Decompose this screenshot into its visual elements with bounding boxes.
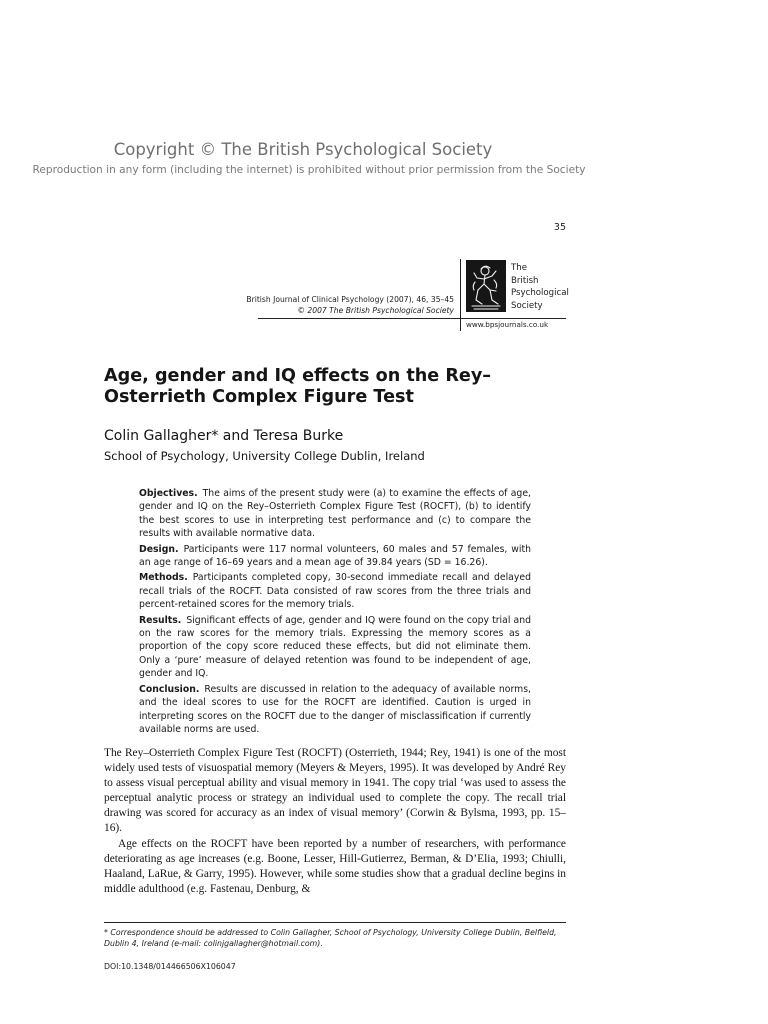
abstract [139,487,531,738]
society-name [511,262,569,312]
abstract-text: The aims of the present study were (a) to examine the effects of age, gender and IQ on the Rey–Osterrieth Complex Figure Test (ROCFT), (b) to identify the best scores to use in interpreting test performance and (c) to compare the results with available normative data. [139,488,531,540]
body-paragraph: Age effects on the ROCFT have been reported by a number of researchers, with performance deteriorating as age increases (e.g. Boone, Lesser, Hill-Gutierrez, Berman, & D’Elia, 1993; Chiulli, Haaland, LaRue, & Garry, 1995). However, while some studies show that a gradual decline begins in middle adulthood (e.g. Fastenau, Denburg, & [104,837,566,895]
footnote-rule [104,922,566,923]
abstract-objectives [139,487,531,541]
abstract-heading: Conclusion. [139,683,200,695]
abstract-heading: Methods. [139,572,188,584]
journal-citation-block [210,294,454,316]
journal-url: www.bpsjournals.co.uk [466,320,549,329]
abstract-methods [139,571,531,611]
society-logo-icon [466,260,506,312]
logo-divider [460,259,461,331]
doi: DOI:10.1348/014466506X106047 [104,962,236,971]
body-paragraph: The Rey–Osterrieth Complex Figure Test (ROCFT) (Osterrieth, 1944; Rey, 1941) is one of the most widely used tests of visuospatial memory (Meyers & Meyers, 1995). It was developed by André Rey to assess visual perceptual ability and visual memory in 1941. The copy trial ‘was used to assess the perceptual analytic process or strategy an individual used to complete the copy. The recall trial drawing was scored for accuracy as an index of visual memory’ (Corwin & Bylsma, 1993, pp. 15–16). [104,747,566,835]
abstract-text: Participants completed copy, 30-second immediate recall and delayed recall trials of the ROCFT. Data consisted of raw scores from the three trials and percent-retained scores for the memory trials. [139,572,531,611]
journal-copyright: © 2007 The British Psychological Society [297,306,454,315]
abstract-heading: Design. [139,543,179,555]
page-number: 35 [553,222,566,233]
society-name-line: Psychological [511,288,569,298]
society-name-line: British [511,275,539,286]
society-name-line: The [511,263,527,273]
abstract-text: Results are discussed in relation to the adequacy of available norms, and the ideal scores to use for the ROCFT are identified. Caution is urged in interpreting scores on the ROCFT due to the danger of misclassification if currently available norms are used. [139,683,531,735]
copyright-notice: Reproduction in any form (including the internet) is prohibited without prior permission from the Society [32,164,586,176]
society-name-line: Society [511,300,543,311]
body-text [104,746,566,897]
abstract-conclusion [139,683,531,737]
abstract-design [139,543,531,570]
author-affiliation: School of Psychology, University College Dublin, Ireland [104,449,425,463]
abstract-text: Participants were 117 normal volunteers, 60 males and 57 females, with an age range of 16–69 years and a mean age of 39.84 years (SD = 16.26). [139,543,531,569]
article-authors: Colin Gallagher* and Teresa Burke [104,428,344,444]
abstract-results [139,614,531,681]
article-title: Age, gender and IQ effects on the Rey–Osterrieth Complex Figure Test [104,366,492,407]
copyright-title: Copyright © The British Psychological Society [113,140,493,159]
journal-citation: British Journal of Clinical Psychology (2007), 46, 35–45 [246,295,454,304]
abstract-heading: Results. [139,614,182,626]
header-rule [258,318,566,319]
abstract-heading: Objectives. [139,488,198,499]
abstract-text: Significant effects of age, gender and IQ were found on the copy trial and on the raw scores for the memory trials. Expressing the memory scores as a proportion of the copy score reduced these effects, but did not eliminate them. Only a ‘pure’ measure of delayed retention was found to be independent of age, gender and IQ. [139,614,531,680]
correspondence-footnote: * Correspondence should be addressed to Colin Gallagher, School of Psychology, University College Dublin, Belfield, Dublin 4, Ireland (e-mail: colinjgallagher@hotmail.com). [104,928,557,948]
